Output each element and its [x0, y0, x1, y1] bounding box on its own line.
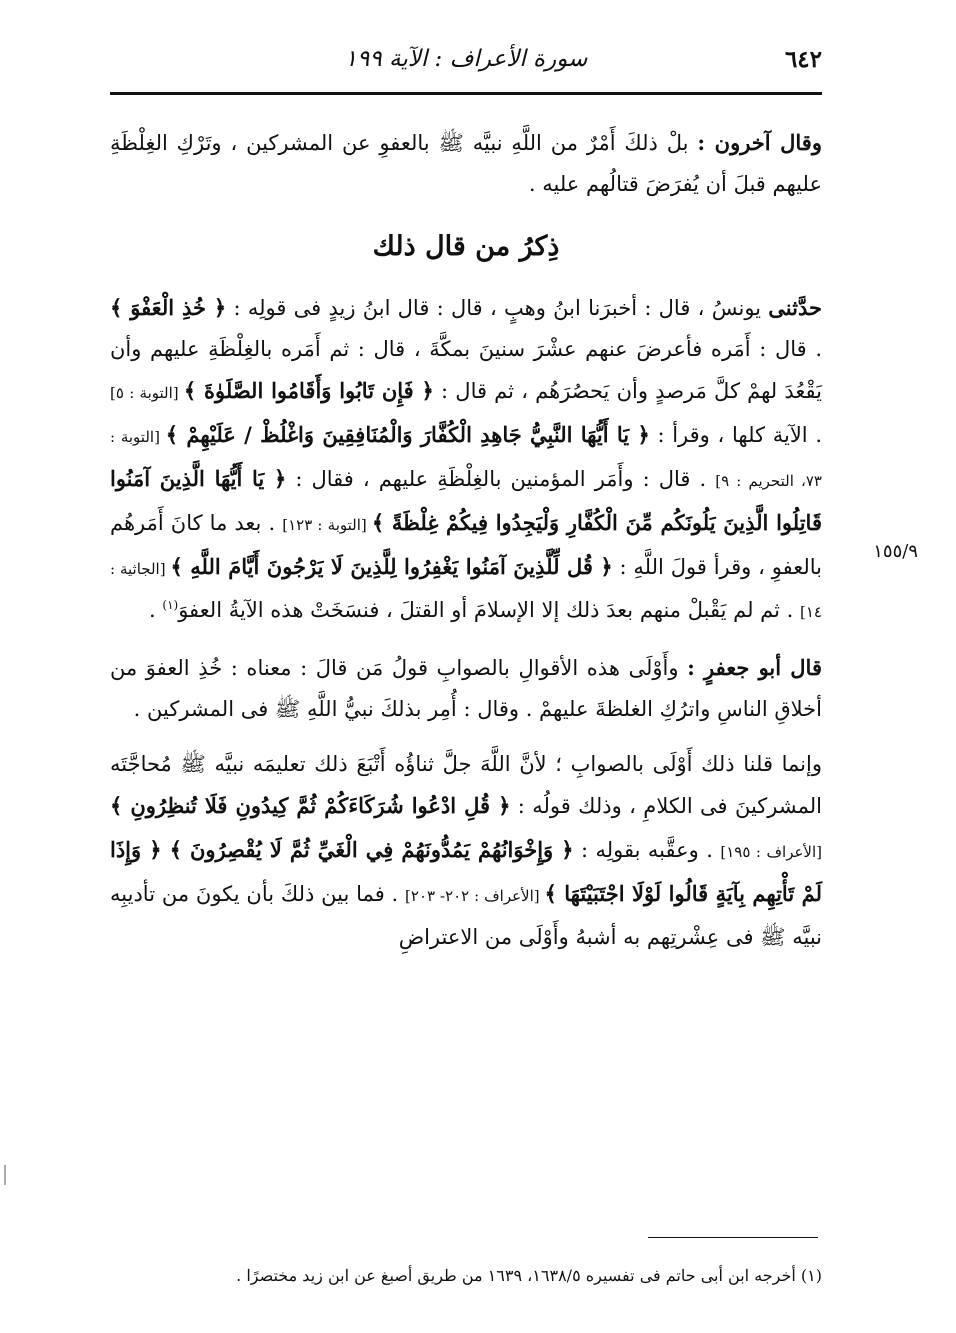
quran-verse: ﴿ قُل لِّلَّذِينَ آمَنُوا يَغْفِرُوا لِلَّذِينَ لَا يَرْجُونَ أَيَّامَ اللَّهِ ﴾	[170, 554, 613, 579]
verse-reference: [الأعراف : ١٩٥]	[720, 843, 823, 861]
paragraph-1	[110, 122, 822, 205]
scan-edge-mark	[4, 1165, 6, 1185]
text-segment: . ثم لم يَقْبلْ منهم بعدَ ذلك إلا الإسلامَ أو القتلَ ، فنسَخَتْ هذه الآيةُ العفوَ	[178, 598, 801, 622]
text-segment: . فما بين ذلكَ بأن يكونَ من تأديبِه نبيَّه ﷺ فى عِشْرتِهم به أشبهُ وأَوْلَى من الاعتراضِ	[110, 882, 822, 949]
text-segment: . وعقَّبه بقولِه :	[573, 838, 721, 862]
text-segment: . قال : أَمَره فأعرضَ عنهم عشْرَ سنينَ بمكَّةَ ، قال : ثم أَمَره بالغِلْظَةِ عليهم وأن يَقْعُدَ لهمْ كلَّ مَرصدٍ وأن يَحصُرَهُم ، ثم قال :	[110, 337, 822, 403]
paragraph-4	[110, 744, 822, 958]
text-segment: . بعد ما كانَ أَمَرهُم بالعفوِ ، وقرأ قولَ اللَّهِ :	[110, 511, 822, 579]
quran-verse: ﴿ وَإِخْوَانُهُمْ يَمُدُّونَهُمْ فِي الْغَيِّ ثُمَّ لَا يُقْصِرُونَ ﴾ ﴿ وَإِذَا لَمْ تَأْتِهِم بِآيَةٍ قَالُوا لَوْلَا اجْتَبَيْتَهَا ﴾	[110, 837, 822, 906]
section-heading: ذِكرُ من قال ذلك	[372, 231, 560, 262]
paragraph-text: بلْ ذلكَ أَمْرٌ من اللَّهِ نبيَّه ﷺ بالعفوِ عن المشركين ، وتَرْكِ الغِلْظَةِ عليهم قبلَ أن يُفرَضَ قتالُهم عليه .	[110, 131, 822, 196]
main-text	[110, 122, 822, 970]
verse-reference: [التوبة : ٥]	[110, 384, 184, 402]
verse-reference: [الجاثية : ١٤]	[110, 560, 822, 621]
speaker-lead: وقال آخرون :	[697, 130, 822, 155]
quran-verse: ﴿ يَا أَيُّهَا الَّذِينَ آمَنُوا قَاتِلُوا الَّذِينَ يَلُونَكُم مِّنَ الْكُفَّارِ وَلْيَجِدُوا فِيكُمْ غِلْظَةً ﴾	[110, 466, 822, 535]
text-segment: وإنما قلنا ذلك أَوْلَى بالصوابِ ؛ لأنَّ اللَّهَ جلَّ ثناؤُه أَتْبَعَ ذلك تعليمَه نبيَّه ﷺ مُحاجَّتَه المشركينَ فى الكلامِ ، وذلك قولُه :	[110, 752, 822, 818]
quran-verse: ﴿ خُذِ الْعَفْوَ ﴾	[110, 295, 227, 320]
text-segment: . قال : وأَمَر المؤمنين بالغِلْظَةِ عليهم ، فقال :	[286, 467, 716, 491]
paragraph-text: وأَوْلَى هذه الأقوالِ بالصوابِ قولُ مَن قالَ : معناه : خُذِ العفوَ من أخلاقِ الناسِ واترُكِ الغلظةَ عليهمْ . وقال : أُمِر بذلكَ نبيُّ اللَّهِ ﷺ فى المشركين .	[110, 656, 822, 721]
page-header	[110, 40, 822, 88]
text-segment: . الآية كلها ، وقرأ :	[649, 423, 822, 447]
verse-reference: [التوبة : ٧٣، التحريم : ٩]	[110, 428, 822, 490]
footnote: (١) أخرجه ابن أبى حاتم فى تفسيره ١٦٣٨/٥، ١٦٣٩ من طريق أصبغ عن ابن زيد مختصرًا .	[236, 1266, 822, 1285]
text-segment: .	[149, 598, 163, 622]
footnote-rule	[648, 1237, 818, 1238]
footnote-marker: (١)	[162, 598, 179, 612]
verse-reference: [التوبة : ١٢٣]	[282, 516, 372, 534]
paragraph-2	[110, 287, 822, 633]
narration-lead: حدَّثنى	[768, 295, 822, 320]
quran-verse: ﴿ قُلِ ادْعُوا شُرَكَاءَكُمْ ثُمَّ كِيدُونِ فَلَا تُنظِرُونِ ﴾	[110, 793, 511, 818]
running-title: سورة الأعراف : الآية ١٩٩	[344, 46, 588, 72]
text-segment: يونسُ ، قال : أخبرَنا ابنُ وهبٍ ، قال : قال ابنُ زيدٍ فى قولِه :	[226, 296, 769, 320]
margin-reference: ١٥٥/٩	[873, 541, 918, 562]
speaker-lead: قال أبو جعفرٍ :	[687, 655, 822, 680]
quran-verse: ﴿ فَإِن تَابُوا وَأَقَامُوا الصَّلَوٰةَ ﴾	[183, 378, 434, 403]
paragraph-3	[110, 647, 822, 730]
quran-verse: ﴿ يَا أَيُّهَا النَّبِيُّ جَاهِدِ الْكُفَّارَ وَالْمُنَافِقِينَ وَاغْلُظْ / عَلَيْهِمْ ﴾	[165, 422, 650, 447]
verse-reference: [الأعراف : ٢٠٢- ٢٠٣]	[405, 887, 545, 905]
header-rule	[110, 92, 822, 95]
page-number: ٦٤٢	[784, 46, 822, 73]
